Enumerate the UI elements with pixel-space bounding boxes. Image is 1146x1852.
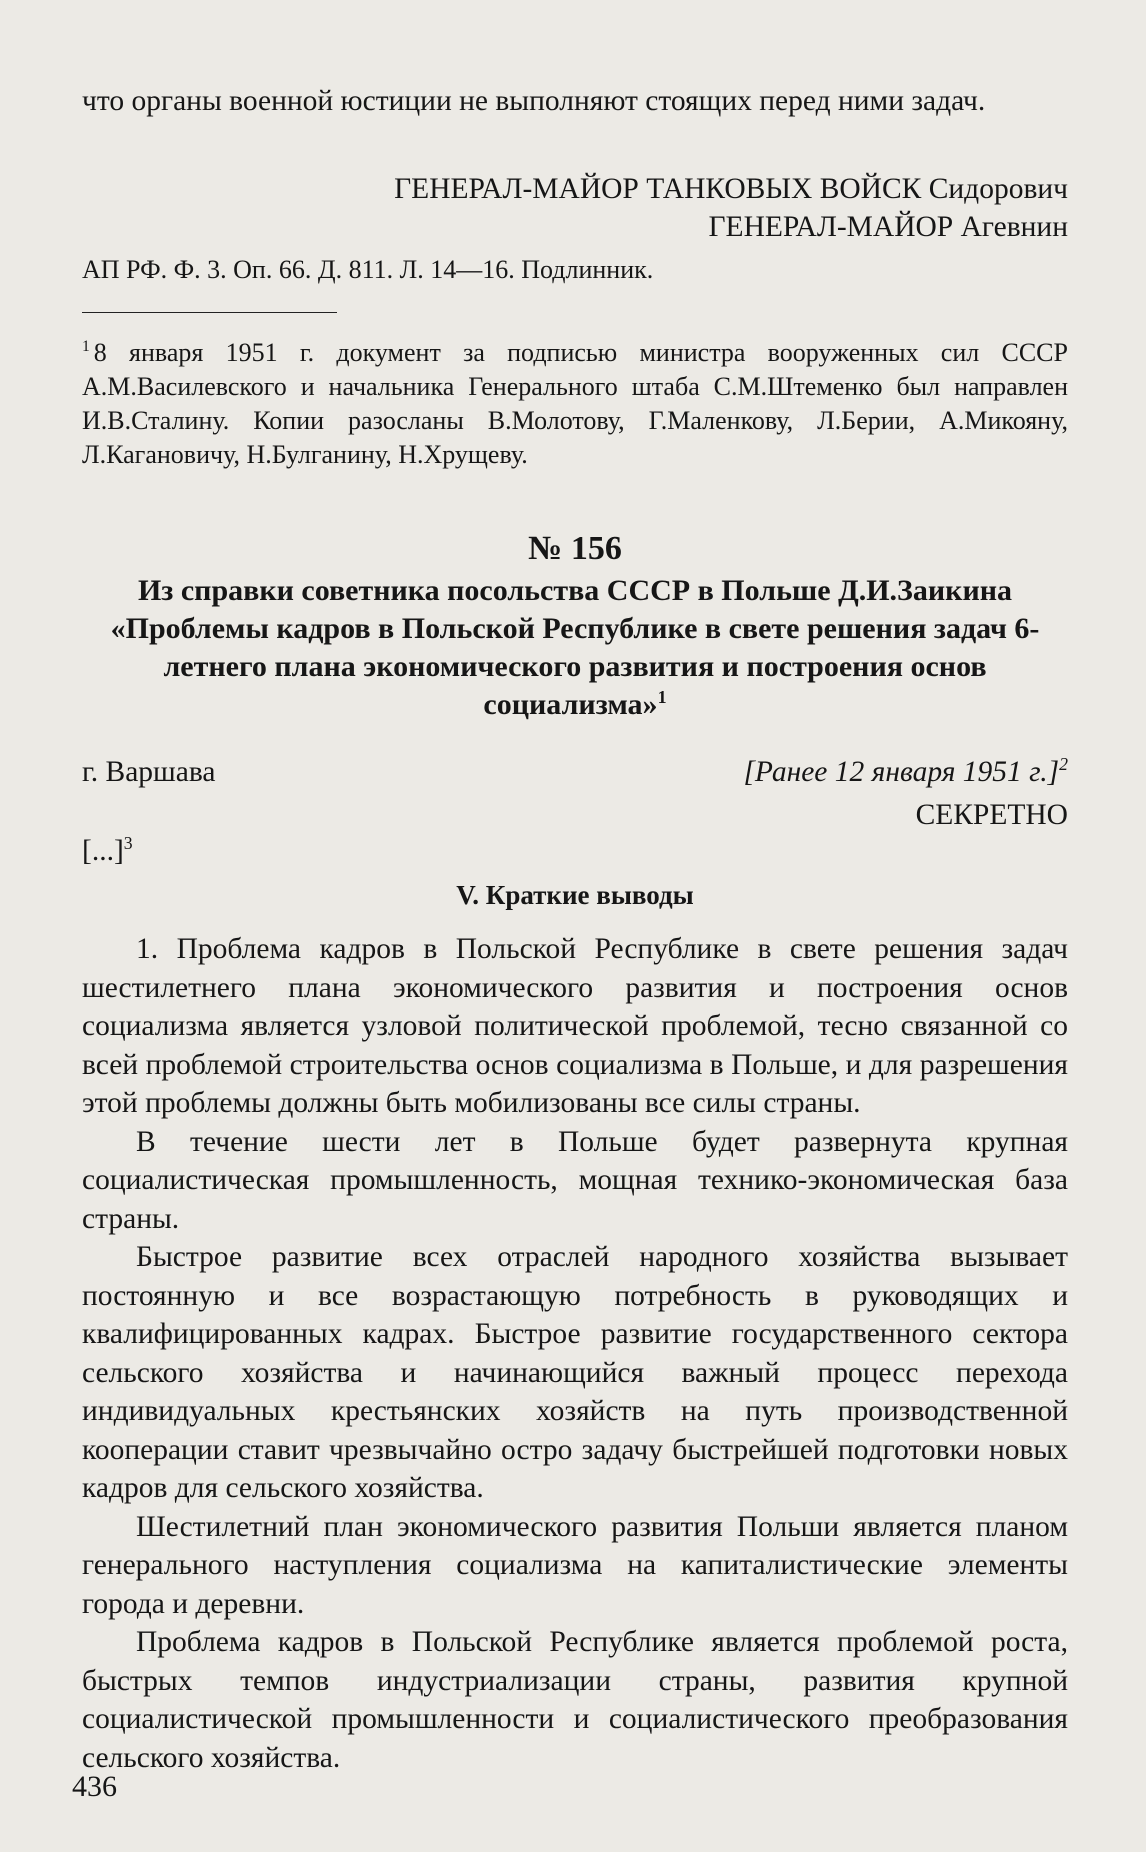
place: г. Варшава xyxy=(82,756,216,788)
signature-2-title: ГЕНЕРАЛ-МАЙОР xyxy=(708,211,954,243)
date-footnote-marker: 2 xyxy=(1059,754,1068,775)
signature-1 xyxy=(82,170,1068,209)
footnote-text: 8 января 1951 г. документ за подписью министра вооруженных сил СССР А.М.Василевского и начальника Генерального штаба С.М.Штеменко был направлен И.В.Сталину. Копии разосланы В.Молотову, Г.Маленкову, Л.Берии, А.Микояну, Л.Кагановичу, Н.Булганину, Н.Хрущеву. xyxy=(82,338,1068,469)
date-text: [Ранее 12 января 1951 г.] xyxy=(743,756,1060,788)
omission-text: [...] xyxy=(82,835,124,867)
document-title-footnote-marker: 1 xyxy=(657,687,667,707)
archive-reference: АП РФ. Ф. 3. Оп. 66. Д. 811. Л. 14—16. Подлинник. xyxy=(82,255,654,284)
paragraph-5: Проблема кадров в Польской Республике является проблемой роста, быстрых темпов индустриализации страны, развития крупной социалистической промышленности и социалистического преобразования сельского хозяйства. xyxy=(82,1626,1068,1774)
footnote-divider xyxy=(82,312,337,313)
conclusions-body xyxy=(82,930,1068,1777)
document-title xyxy=(82,572,1068,724)
omission-footnote-marker: 3 xyxy=(123,833,133,854)
document-number: № 156 xyxy=(528,530,622,567)
paragraph-2: В течение шести лет в Польше будет развернута крупная социалистическая промышленность, мощная технико-экономическая база страны. xyxy=(82,1125,1068,1235)
footnote-marker: 1 xyxy=(82,338,90,356)
signature-1-name: Сидорович xyxy=(928,173,1068,205)
classification-stamp: СЕКРЕТНО xyxy=(915,799,1068,831)
place-date-row xyxy=(82,756,1068,789)
paragraph-3: Быстрое развитие всех отраслей народного хозяйства вызывает постоянную и все возрастающую потребность в руководящих и квалифицированных кадрах. Быстрое развитие государственного сектора сельского хозяйства и начинающийся важный процесс перехода индивидуальных крестьянских хозяйств на путь производственной кооперации ставит чрезвычайно остро задачу быстрейшей подготовки новых кадров для сельского хозяйства. xyxy=(82,1241,1068,1504)
section-title: V. Краткие выводы xyxy=(456,880,694,910)
signature-1-title: ГЕНЕРАЛ-МАЙОР ТАНКОВЫХ ВОЙСК xyxy=(394,173,922,205)
footnote xyxy=(82,336,1068,472)
omission-marker xyxy=(82,832,1068,871)
page-number: 436 xyxy=(72,1770,117,1803)
paragraph-4: Шестилетний план экономического развития Польши является планом генерального наступления социализма на капиталистические элементы города и деревни. xyxy=(82,1510,1068,1620)
paragraph-1: 1. Проблема кадров в Польской Республике в свете решения задач шестилетнего плана экономического развития и построения основ социализма является узловой политической проблемой, тесно связанной со всей проблемой строительства основ социализма в Польше, и для разрешения этой проблемы должны быть мобилизованы все силы страны. xyxy=(82,933,1068,1119)
date xyxy=(743,756,1068,789)
document-title-text: Из справки советника посольства СССР в Польше Д.И.Заикина «Проблемы кадров в Польской Республике в свете решения задач 6-летнего плана экономического развития и построения основ социализма» xyxy=(110,574,1040,721)
signature-2 xyxy=(82,208,1068,247)
continuation-paragraph: что органы военной юстиции не выполняют стоящих перед ними задач. xyxy=(82,85,986,117)
signature-2-name: Агевнин xyxy=(960,211,1068,243)
